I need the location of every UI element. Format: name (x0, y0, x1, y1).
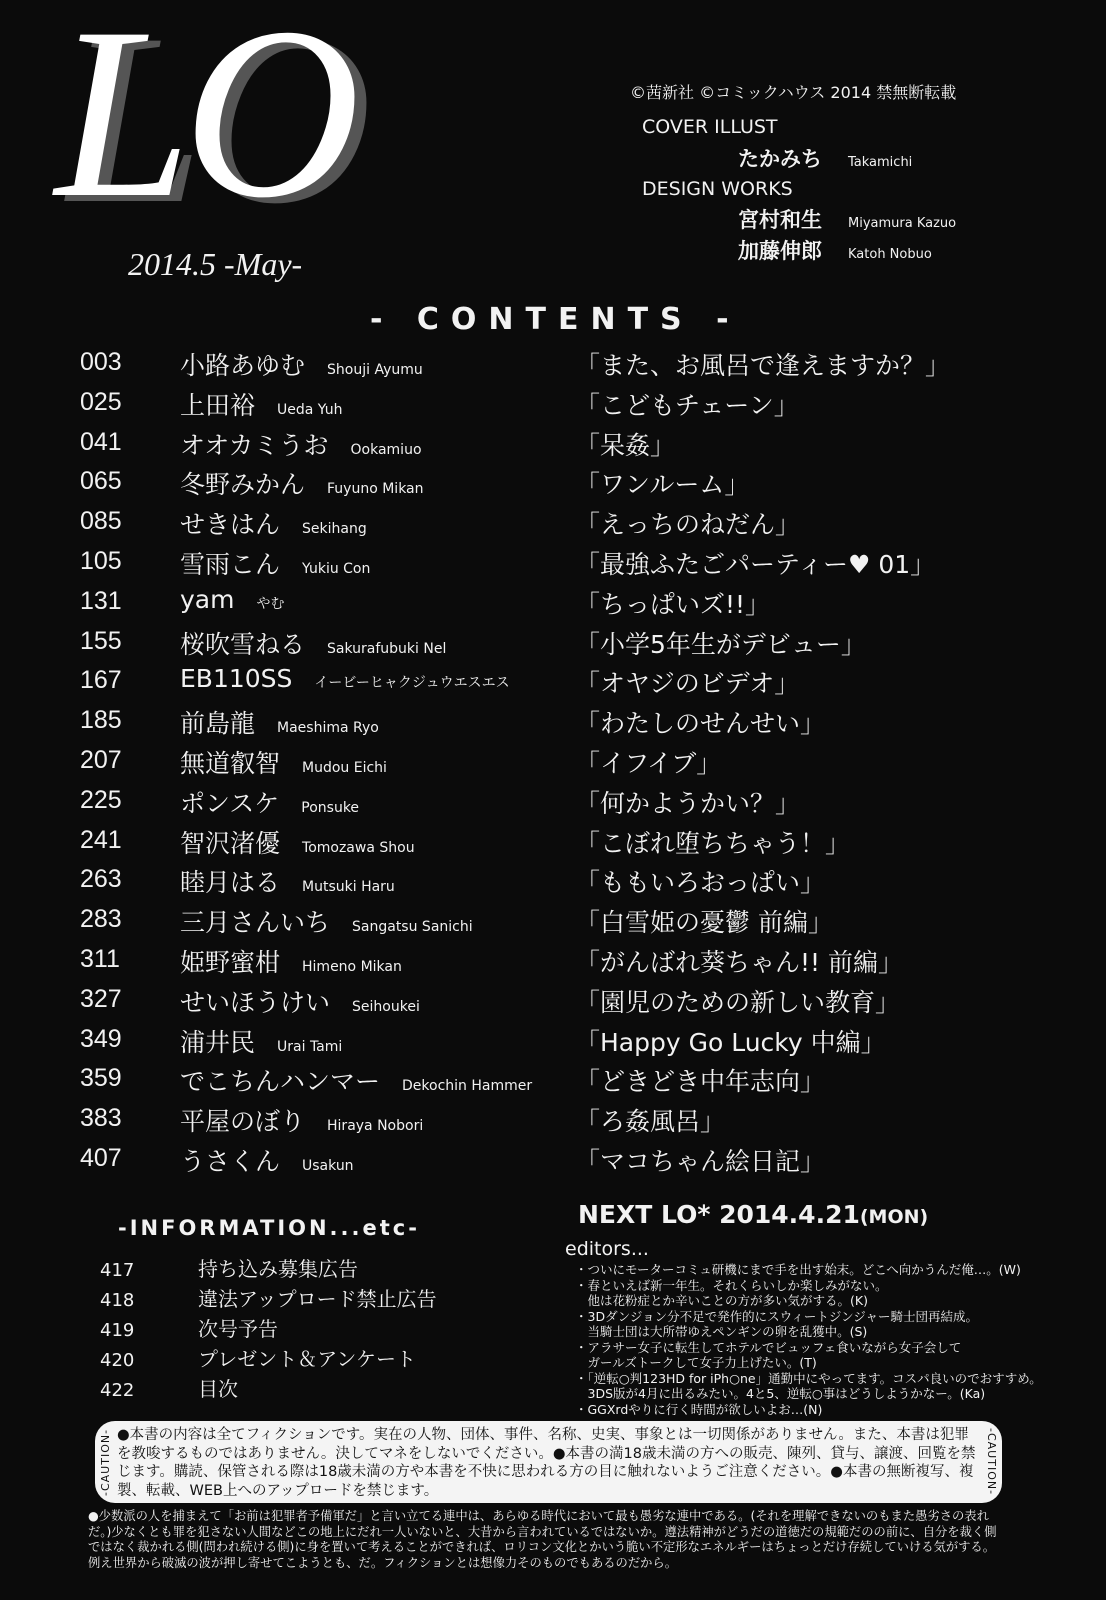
author-romaji: Hiraya Nobori (327, 1118, 424, 1135)
contents-row (80, 346, 1090, 382)
author (180, 1023, 342, 1059)
page-number: 167 (80, 666, 122, 695)
page-number: 418 (100, 1290, 135, 1311)
information-row (100, 1283, 500, 1312)
page-number: 422 (100, 1380, 135, 1401)
author-romaji: やむ (256, 595, 285, 612)
author-romaji: Usakun (302, 1158, 354, 1174)
author-name: でこちんハンマー (180, 1067, 381, 1097)
contents-row (80, 1102, 1090, 1138)
story-title: 「オヤジのビデオ」 (575, 669, 800, 699)
author-romaji: Ueda Yuh (277, 401, 343, 418)
editor-comment-line: ・ついにモーターコミュ研機にまで手を出す始末。どこへ向かうんだ俺…。(W) (575, 1262, 1021, 1277)
author (180, 426, 422, 462)
editor-comment-line: ・春といえば新一年生。それくらいしか楽しみがない。 (575, 1277, 888, 1293)
story-title: 「わたしのせんせい」 (575, 709, 826, 739)
contents-row (80, 704, 1090, 740)
information-title: -INFORMATION...etc- (118, 1216, 420, 1240)
designer (738, 204, 956, 234)
issue-date: 2014.5 -May- (128, 246, 303, 282)
author-romaji: Seihoukei (352, 998, 420, 1015)
author-romaji: Yukiu Con (302, 561, 371, 577)
author-name: 上田裕 (180, 390, 256, 420)
author (180, 863, 395, 899)
story-title: 「園児のための新しい教育」 (575, 987, 901, 1017)
caution-side-label: -CAUTION- (985, 1428, 998, 1496)
footer-note: ●少数派の人を捕まえて「お前は犯罪者予備軍だ」と言い立てる連中は、あらゆる時代において最も愚劣な連中である。(それを理解できないのもまた愚劣さの表れだ。)少なくとも罪を犯さない人間などこの地上にだれ一人いないと、大昔から言われているではないか。遵法精神がどうだの道徳だの規範だのの前に、自分を裁く側ではなく裁かれる側(問われ続ける側)に身を置いて考えることができれば、ロリコン文化とかいう脆い不定形なエネルギーはちょっとだけ存続していける気がする。例え世界から破滅の波が押し寄せてこようとも、だ。フィクションとは想像力そのものでもあるのだから。 (88, 1509, 997, 1570)
contents-row (80, 1142, 1090, 1178)
editor-comment-line: 当騎士団は大所帯ゆえペンギンの卵を乱獲中。(S) (575, 1324, 868, 1339)
story-title: 「がんばれ葵ちゃん!! 前編」 (575, 948, 903, 977)
author (180, 704, 379, 740)
page-number: 041 (80, 427, 122, 456)
story-title: 「どきどき中年志向」 (575, 1067, 826, 1097)
story-title: 「何かようかい？」 (575, 788, 801, 818)
author-romaji: Sakurafubuki Nel (327, 640, 447, 657)
editors-title: editors... (565, 1238, 649, 1260)
author-romaji: Shouji Ayumu (327, 362, 423, 378)
author-romaji: Ponsuke (301, 799, 360, 816)
contents-row (80, 824, 1090, 860)
page-number: 025 (80, 387, 122, 416)
story-title: 「えっちのねだん」 (575, 510, 801, 540)
author (180, 1062, 532, 1098)
author-romaji: Mutsuki Haru (302, 879, 395, 896)
author-name: 前島龍 (180, 709, 256, 739)
contents-row (80, 1023, 1090, 1059)
author-romaji: Tomozawa Shou (302, 839, 415, 856)
information-label: 次号予告 (198, 1317, 278, 1341)
author (180, 983, 420, 1019)
page-number: 349 (80, 1024, 122, 1053)
story-title: 「最強ふたごパーティー♥ 01」 (575, 550, 936, 579)
information-row (100, 1373, 500, 1402)
contents-row (80, 903, 1090, 939)
contents-row (80, 1062, 1090, 1098)
contents-row (80, 465, 1090, 501)
author-name: 睦月はる (180, 868, 281, 898)
contents-row (80, 664, 1090, 700)
author-romaji: Ookamiuo (350, 441, 422, 458)
page-number: 207 (80, 746, 122, 774)
cover-artist (738, 143, 912, 173)
author (180, 625, 446, 661)
information-row (100, 1343, 500, 1372)
author-name: 浦井民 (180, 1027, 256, 1057)
author-name: EB110SS (180, 664, 293, 694)
author (180, 824, 415, 860)
page-number: 155 (80, 626, 122, 655)
magazine-logo: LO (55, 0, 353, 248)
author-romaji: イービーヒャクジュウエスエス (314, 675, 510, 692)
page-number: 407 (80, 1144, 122, 1172)
designer-name: 宮村和生 (738, 208, 822, 232)
author-name: せきはん (180, 510, 281, 540)
contents-row (80, 744, 1090, 780)
page-number: 241 (80, 825, 122, 854)
author-name: 無道叡智 (180, 749, 281, 778)
page-number: 185 (80, 706, 122, 735)
next-issue-day: (MON) (859, 1206, 929, 1228)
story-title: 「イフイブ」 (575, 749, 722, 778)
story-title: 「ろ姦風呂」 (575, 1107, 726, 1137)
story-title: 「こどもチェーン」 (575, 390, 799, 420)
author-romaji: Sangatsu Sanichi (352, 919, 473, 936)
page-number: 263 (80, 865, 122, 894)
page-number: 131 (80, 586, 122, 615)
author-romaji: Urai Tami (277, 1038, 343, 1055)
caution-text: ●本書の内容は全てフィクションです。実在の人物、団体、事件、名称、史実、事象とは一切関係がありません。また、本書は犯罪を教唆するものではありません。決してマネをしないでください。●本書の満18歳未満の方への販売、陳列、貸与、譲渡、回覧を禁じます。購読、保管される際は18歳未満の方や本書を不快に思われる方の目に触れないようご注意ください。●本書の無断複写、複製、転載、WEB上へのアップロードを禁じます。 (117, 1427, 976, 1499)
contents-row (80, 784, 1090, 820)
author-name: 冬野みかん (180, 470, 306, 500)
page-number: 065 (80, 467, 122, 496)
editor-comment-line: ・3Dダンジョン分不足で発作的にスウィートジンジャー騎士団再結成。 (575, 1308, 979, 1324)
page-number: 085 (80, 507, 122, 536)
editor-comment-line: ・GGXrdやりに行く時間が欲しいよお…(N) (575, 1401, 823, 1417)
editor-comment-line: ・「逆転○判123HD for iPh○ne」通勤中にやってます。コスパ良いのでおすすめ。 (575, 1370, 1042, 1386)
page-number: 283 (80, 905, 122, 934)
author (180, 505, 367, 541)
story-title: 「ワンルーム」 (575, 470, 750, 500)
author-name: 智沢渚優 (180, 828, 281, 858)
author-name: 姫野蜜柑 (180, 948, 281, 977)
page-number: 417 (100, 1260, 135, 1281)
author-name: 平屋のぼり (180, 1107, 306, 1137)
author (180, 545, 370, 581)
information-label: プレゼント＆アンケート (198, 1347, 416, 1371)
information-row (100, 1313, 500, 1342)
author (180, 386, 342, 422)
author-romaji: Sekihang (302, 521, 367, 538)
caution-side-label: -CAUTION- (99, 1428, 112, 1496)
contents-row (80, 625, 1090, 661)
information-label: 持ち込み募集広告 (198, 1257, 358, 1281)
contents-row (80, 545, 1090, 581)
author-romaji: Fuyuno Mikan (327, 481, 424, 498)
author-name: うさくん (180, 1147, 281, 1176)
page-number: 311 (80, 945, 120, 973)
information-row (100, 1253, 500, 1282)
author (180, 664, 510, 693)
design-works-label: DESIGN WORKS (642, 178, 793, 200)
page-number: 105 (80, 547, 122, 575)
author-name: せいほうけい (180, 987, 331, 1017)
designer-romaji: Katoh Nobuo (848, 247, 932, 262)
author-name: yam (180, 584, 235, 614)
author-romaji: Mudou Eichi (302, 760, 387, 776)
page-number: 420 (100, 1350, 135, 1371)
page-number: 383 (80, 1104, 122, 1133)
contents-row (80, 863, 1090, 899)
editor-comment-line: 他は花粉症とか辛いことの方が多い気がする。(K) (575, 1293, 868, 1308)
caution-box (95, 1421, 1002, 1503)
page-number: 419 (100, 1320, 135, 1341)
author (180, 744, 387, 780)
designer (738, 235, 932, 265)
author-romaji: Dekochin Hammer (402, 1078, 533, 1095)
contents-title: - CONTENTS - (370, 302, 741, 337)
story-title: 「Happy Go Lucky 中編」 (575, 1027, 886, 1057)
author (180, 784, 359, 820)
cover-illust-label: COVER ILLUST (642, 116, 778, 138)
story-title: 「また、お風呂で逢えますか？」 (575, 351, 951, 380)
author (180, 585, 284, 614)
story-title: 「ちっぱいズ!!」 (575, 589, 771, 619)
author-romaji: Maeshima Ryo (277, 720, 379, 737)
author-name: 小路あゆむ (180, 351, 306, 380)
designer-romaji: Miyamura Kazuo (848, 216, 957, 231)
contents-row (80, 943, 1090, 979)
author (180, 903, 473, 939)
author-name: オオカミうお (180, 430, 329, 460)
page-number: 359 (80, 1064, 122, 1093)
author (180, 346, 423, 382)
story-title: 「ももいろおっぱい」 (575, 868, 826, 898)
editor-comment-line: ・アラサー女子に転生してホテルでビュッフェ食いながら女子会して (575, 1339, 962, 1355)
story-title: 「マコちゃん絵日記」 (575, 1147, 826, 1176)
author-name: ポンスケ (180, 788, 280, 818)
story-title: 「白雪姫の憂鬱 前編」 (575, 908, 833, 938)
author-name: 雪雨こん (180, 550, 281, 579)
page-number: 327 (80, 984, 122, 1013)
page-number: 225 (80, 785, 122, 814)
editor-comment-line: 3DS版が4月に出るみたい。4と5、逆転○事はどうしようかなー。(Ka) (575, 1386, 986, 1401)
contents-row (80, 505, 1090, 541)
story-title: 「小学5年生がデビュー」 (575, 629, 866, 659)
cover-artist-name: たかみち (738, 147, 822, 171)
next-issue (578, 1200, 928, 1229)
contents-row (80, 585, 1090, 621)
page-number: 003 (80, 348, 122, 376)
editors-comments (575, 1262, 1045, 1417)
designer-name: 加藤伸郎 (738, 239, 822, 263)
contents-row (80, 386, 1090, 422)
author (180, 465, 424, 501)
author (180, 1102, 423, 1138)
contents-row (80, 426, 1090, 462)
next-issue-date: NEXT LO* 2014.4.21 (578, 1200, 860, 1229)
contents-row (80, 983, 1090, 1019)
author (180, 1142, 354, 1178)
author (180, 943, 402, 979)
copyright: ©茜新社 ©コミックハウス 2014 禁無断転載 (630, 83, 957, 102)
information-label: 違法アップロード禁止広告 (198, 1287, 437, 1311)
editor-comment-line: ガールズトークして女子力上げたい。(T) (575, 1355, 817, 1370)
story-title: 「こぼれ堕ちちゃう！」 (575, 828, 851, 858)
information-label: 目次 (198, 1377, 238, 1401)
author-name: 三月さんいち (180, 908, 331, 938)
story-title: 「呆姦」 (575, 430, 676, 460)
author-romaji: Himeno Mikan (302, 959, 402, 975)
author-name: 桜吹雪ねる (180, 629, 306, 659)
cover-artist-romaji: Takamichi (848, 155, 913, 170)
